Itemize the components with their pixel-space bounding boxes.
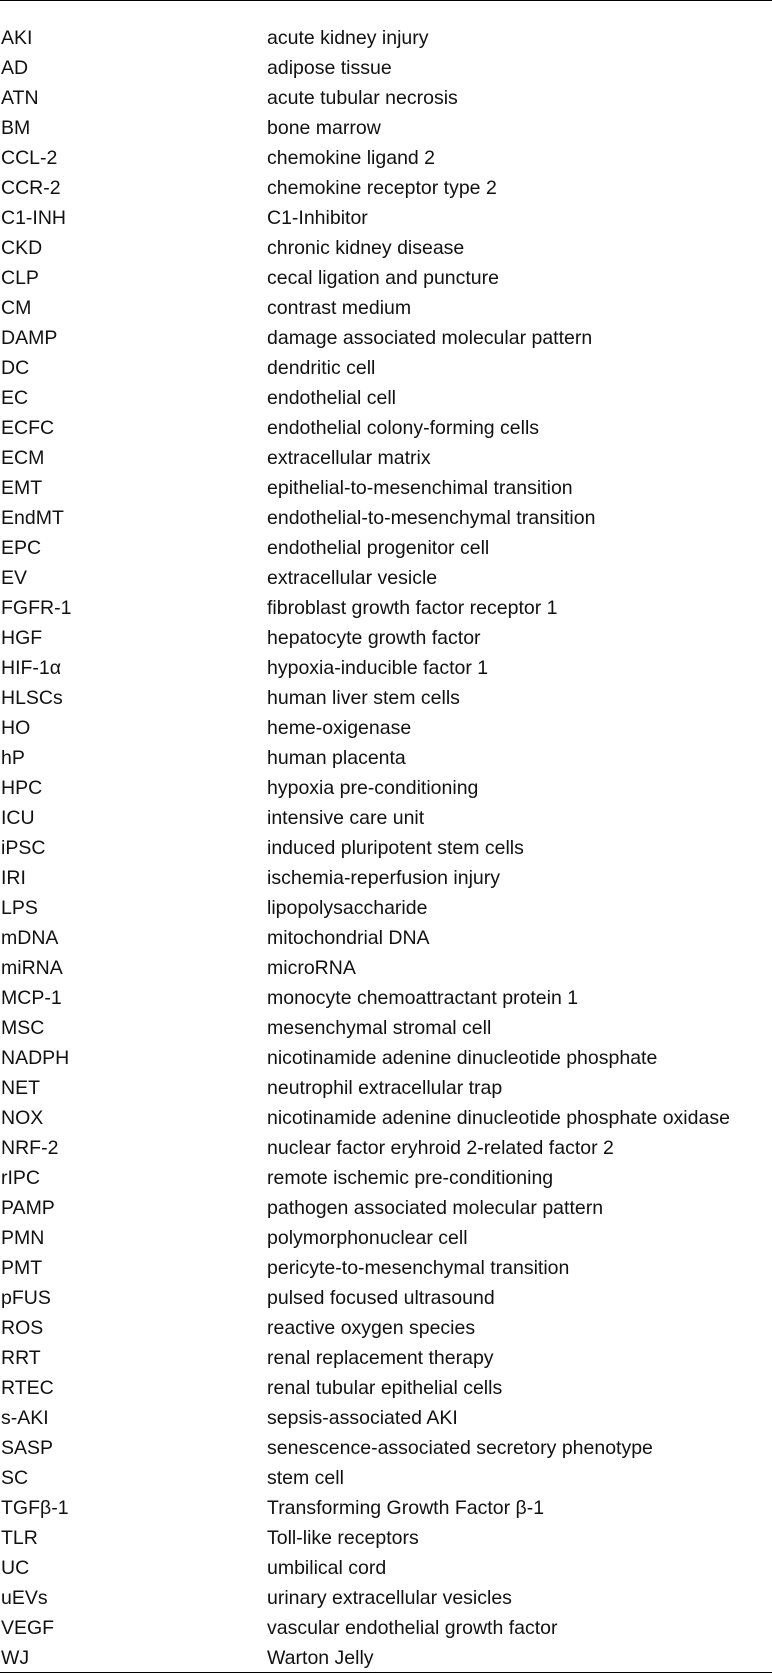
abbreviation-cell: ECM [1,447,45,469]
definition-cell: contrast medium [267,297,412,319]
abbreviation-cell: ATN [1,87,39,109]
table-row [0,1373,772,1403]
definition-cell: endothelial colony-forming cells [267,417,540,439]
abbreviation-cell: rIPC [1,1167,40,1189]
definition-cell: renal replacement therapy [267,1347,494,1369]
abbreviation-cell: EMT [1,477,43,499]
definition-cell: cecal ligation and puncture [267,267,499,289]
table-row [0,353,772,383]
table-row [0,923,772,953]
table-row [0,1133,772,1163]
abbreviation-cell: LPS [1,897,38,919]
abbreviation-cell: CM [1,297,32,319]
table-row [0,803,772,833]
table-row [0,1223,772,1253]
abbreviation-cell: miRNA [1,957,63,979]
abbreviations-table-body [0,23,772,1673]
table-row [0,53,772,83]
abbreviation-cell: ECFC [1,417,55,439]
table-row [0,983,772,1013]
definition-cell: pericyte-to-mesenchymal transition [267,1257,570,1279]
definition-cell: microRNA [267,957,356,979]
table-row [0,893,772,923]
abbreviation-cell: C1-INH [1,207,67,229]
table-row [0,713,772,743]
definition-cell: induced pluripotent stem cells [267,837,524,859]
table-row [0,1403,772,1433]
abbreviation-cell: DC [1,357,30,379]
abbreviation-cell: s-AKI [1,1407,49,1429]
definition-cell: urinary extracellular vesicles [267,1587,512,1609]
table-row [0,563,772,593]
abbreviation-cell: UC [1,1557,30,1579]
definition-cell: C1-Inhibitor [267,207,368,229]
table-row [0,1523,772,1553]
definition-cell: vascular endothelial growth factor [267,1617,558,1639]
abbreviation-cell: CLP [1,267,39,289]
definition-cell: remote ischemic pre-conditioning [267,1167,554,1189]
table-row [0,593,772,623]
abbreviation-cell: MSC [1,1017,45,1039]
abbreviation-cell: HLSCs [1,687,63,709]
abbreviation-cell: CCL-2 [1,147,58,169]
abbreviation-cell: HO [1,717,31,739]
definition-cell: chronic kidney disease [267,237,465,259]
table-row [0,1163,772,1193]
definition-cell: nuclear factor eryhroid 2-related factor 2 [267,1137,614,1159]
table-row [0,1043,772,1073]
abbreviation-cell: EPC [1,537,42,559]
table-row [0,473,772,503]
definition-cell: renal tubular epithelial cells [267,1377,503,1399]
definition-cell: hypoxia pre-conditioning [267,777,479,799]
abbreviation-cell: RTEC [1,1377,54,1399]
definition-cell: epithelial-to-mesenchimal transition [267,477,573,499]
definition-cell: mesenchymal stromal cell [267,1017,492,1039]
abbreviation-cell: EV [1,567,28,589]
abbreviation-cell: ROS [1,1317,44,1339]
definition-cell: ischemia-reperfusion injury [267,867,501,889]
table-row [0,503,772,533]
definition-cell: extracellular matrix [267,447,431,469]
definition-cell: lipopolysaccharide [267,897,428,919]
definition-cell: hepatocyte growth factor [267,627,481,649]
definition-cell: neutrophil extracellular trap [267,1077,503,1099]
abbreviation-cell: MCP-1 [1,987,62,1009]
table-row [0,83,772,113]
definition-cell: chemokine ligand 2 [267,147,436,169]
definition-cell: Warton Jelly [267,1647,374,1669]
definition-cell: damage associated molecular pattern [267,327,593,349]
definition-cell: nicotinamide adenine dinucleotide phosphate [267,1047,658,1069]
table-row [0,233,772,263]
abbreviation-cell: EndMT [1,507,64,529]
definition-cell: senescence-associated secretory phenotype [267,1437,653,1459]
abbreviation-cell: PMN [1,1227,45,1249]
definition-cell: endothelial progenitor cell [267,537,490,559]
definition-cell: monocyte chemoattractant protein 1 [267,987,579,1009]
abbreviation-cell: NET [1,1077,40,1099]
definition-cell: intensive care unit [267,807,425,829]
definition-cell: sepsis-associated AKI [267,1407,458,1429]
abbreviation-cell: pFUS [1,1287,51,1309]
table-row [0,1013,772,1043]
table-row [0,1493,772,1523]
abbreviation-cell: PMT [1,1257,43,1279]
abbreviation-cell: SASP [1,1437,54,1459]
abbreviation-cell: TLR [1,1527,38,1549]
table-row [0,263,772,293]
abbreviation-cell: ICU [1,807,35,829]
table-row [0,443,772,473]
table-row [0,863,772,893]
table-row [0,743,772,773]
abbreviation-cell: hP [1,747,25,769]
definition-cell: pathogen associated molecular pattern [267,1197,604,1219]
definition-cell: hypoxia-inducible factor 1 [267,657,489,679]
abbreviation-cell: SC [1,1467,29,1489]
table-row [0,623,772,653]
table-row [0,143,772,173]
definition-cell: extracellular vesicle [267,567,438,589]
table-row [0,1073,772,1103]
definition-cell: human placenta [267,747,406,769]
definition-cell: endothelial cell [267,387,397,409]
definition-cell: stem cell [267,1467,344,1489]
abbreviation-cell: CKD [1,237,43,259]
table-bottom-rule [0,1672,772,1673]
abbreviation-cell: NADPH [1,1047,70,1069]
table-row [0,1433,772,1463]
abbreviation-cell: RRT [1,1347,41,1369]
abbreviation-cell: AKI [1,27,33,49]
table-row [0,1343,772,1373]
abbreviation-cell: TGFβ-1 [1,1497,69,1519]
table-row [0,833,772,863]
table-row [0,23,772,53]
abbreviation-cell: iPSC [1,837,46,859]
table-row [0,323,772,353]
table-row [0,1463,772,1493]
abbreviation-cell: HPC [1,777,43,799]
definition-cell: adipose tissue [267,57,392,79]
abbreviation-cell: AD [1,57,29,79]
abbreviation-cell: VEGF [1,1617,55,1639]
abbreviation-cell: WJ [1,1647,30,1669]
definition-cell: polymorphonuclear cell [267,1227,468,1249]
definition-cell: heme-oxigenase [267,717,412,739]
table-row [0,1643,772,1673]
table-row [0,383,772,413]
definition-cell: umbilical cord [267,1557,387,1579]
table-row [0,1553,772,1583]
abbreviation-cell: DAMP [1,327,58,349]
definition-cell: Transforming Growth Factor β-1 [267,1497,545,1519]
table-row [0,1103,772,1133]
table-row [0,413,772,443]
table-row [0,293,772,323]
abbreviation-cell: mDNA [1,927,59,949]
abbreviation-cell: FGFR-1 [1,597,72,619]
table-top-rule [0,0,772,1]
abbreviation-cell: IRI [1,867,26,889]
abbreviation-cell: PAMP [1,1197,55,1219]
abbreviation-cell: NOX [1,1107,44,1129]
table-row [0,203,772,233]
abbreviations-table [0,23,772,1673]
table-row [0,1313,772,1343]
table-row [0,113,772,143]
definition-cell: Toll-like receptors [267,1527,419,1549]
abbreviation-cell: BM [1,117,31,139]
table-row [0,653,772,683]
table-row [0,173,772,203]
abbreviation-cell: HGF [1,627,43,649]
definition-cell: acute tubular necrosis [267,87,458,109]
abbreviation-cell: HIF-1α [1,657,62,679]
definition-cell: pulsed focused ultrasound [267,1287,495,1309]
table-row [0,1193,772,1223]
table-row [0,773,772,803]
abbreviation-cell: CCR-2 [1,177,61,199]
abbreviation-cell: NRF-2 [1,1137,59,1159]
definition-cell: nicotinamide adenine dinucleotide phosphate oxidase [267,1107,730,1129]
table-row [0,1583,772,1613]
table-row [0,1283,772,1313]
definition-cell: bone marrow [267,117,381,139]
definition-cell: acute kidney injury [267,27,429,49]
abbreviation-cell: uEVs [1,1587,48,1609]
definition-cell: fibroblast growth factor receptor 1 [267,597,558,619]
definition-cell: endothelial-to-mesenchymal transition [267,507,596,529]
definition-cell: reactive oxygen species [267,1317,476,1339]
definition-cell: mitochondrial DNA [267,927,430,949]
table-row [0,683,772,713]
table-row [0,1253,772,1283]
definition-cell: human liver stem cells [267,687,460,709]
definition-cell: chemokine receptor type 2 [267,177,497,199]
abbreviation-cell: EC [1,387,29,409]
definition-cell: dendritic cell [267,357,376,379]
table-row [0,1613,772,1643]
table-row [0,953,772,983]
table-row [0,533,772,563]
